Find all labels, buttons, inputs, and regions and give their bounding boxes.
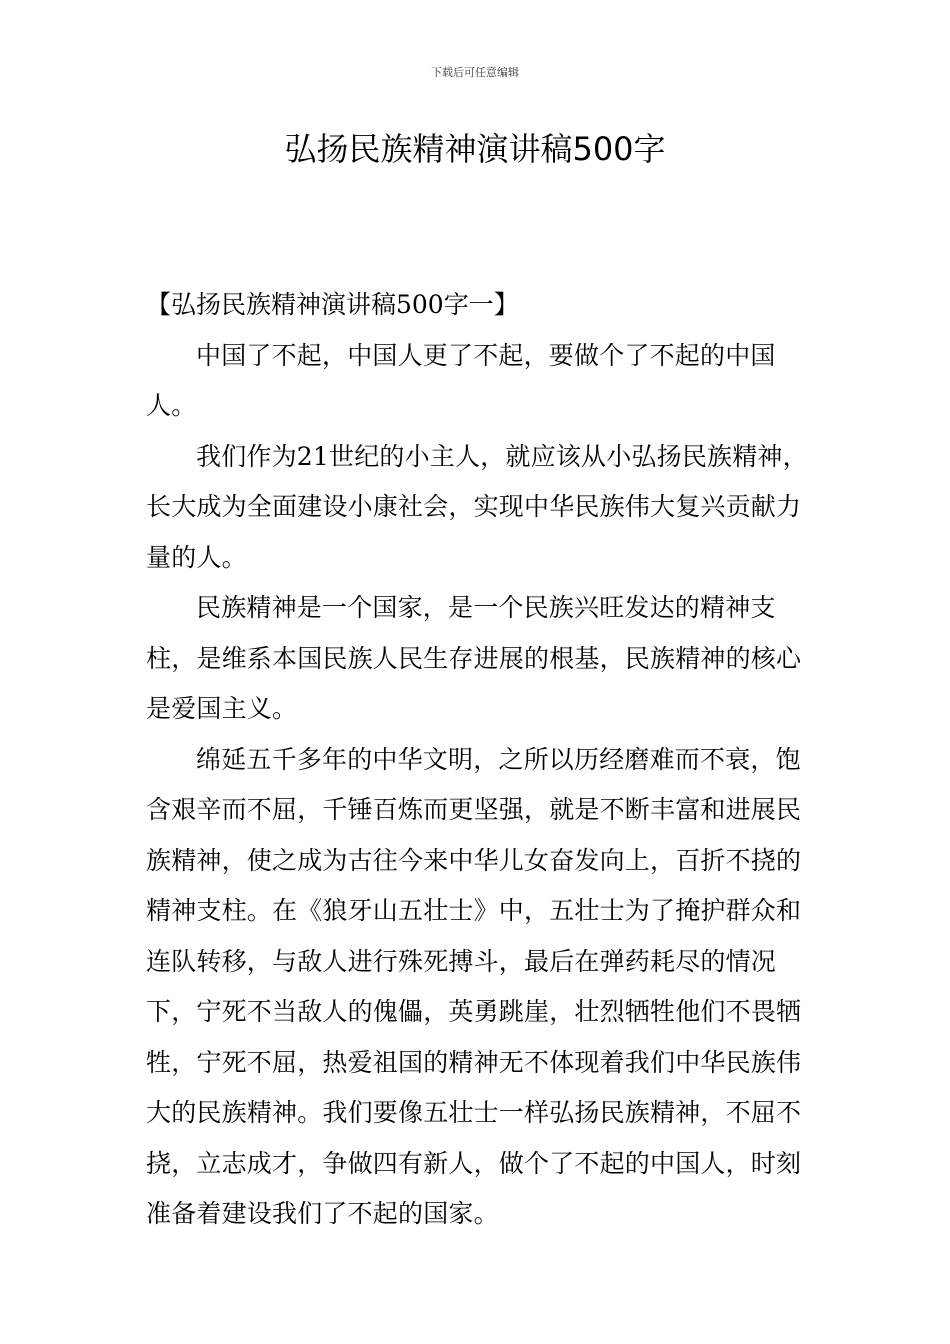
paragraph-1: 中国了不起，中国人更了不起，要做个了不起的中国人。 xyxy=(146,340,776,420)
paragraph-2: 我们作为21世纪的小主人，就应该从小弘扬民族精神，长大成为全面建设小康社会，实现中华民族伟大复兴贡献力量的人。 xyxy=(146,441,808,572)
header-note: 下载后可任意编辑 xyxy=(431,66,519,79)
document-body xyxy=(146,280,811,1240)
paragraph-4: 绵延五千多年的中华文明，之所以历经磨难而不衰，饱含艰辛而不屈，千锤百炼而更坚强，就是不断丰富和进展民族精神，使之成为古往今来中华儿女奋发向上，百折不挠的精神支柱。在《狼牙山五壮士》中，五壮士为了掩护群众和连队转移，与敌人进行殊死搏斗，最后在弹药耗尽的情况下，宁死不当敌人的傀儡，英勇跳崖，壮烈牺牲他们不畏牺牲，宁死不屈，热爱祖国的精神无不体现着我们中华民族伟大的民族精神。我们要像五壮士一样弘扬民族精神，不屈不挠，立志成才，争做四有新人，做个了不起的中国人，时刻准备着建设我们了不起的国家。 xyxy=(146,744,802,1228)
paragraph-3: 民族精神是一个国家，是一个民族兴旺发达的精神支柱，是维系本国民族人民生存进展的根基，民族精神的核心是爱国主义。 xyxy=(146,593,802,723)
section-heading: 【弘扬民族精神演讲稿500字一】 xyxy=(146,290,519,319)
document-title: 弘扬民族精神演讲稿500字 xyxy=(284,130,666,168)
